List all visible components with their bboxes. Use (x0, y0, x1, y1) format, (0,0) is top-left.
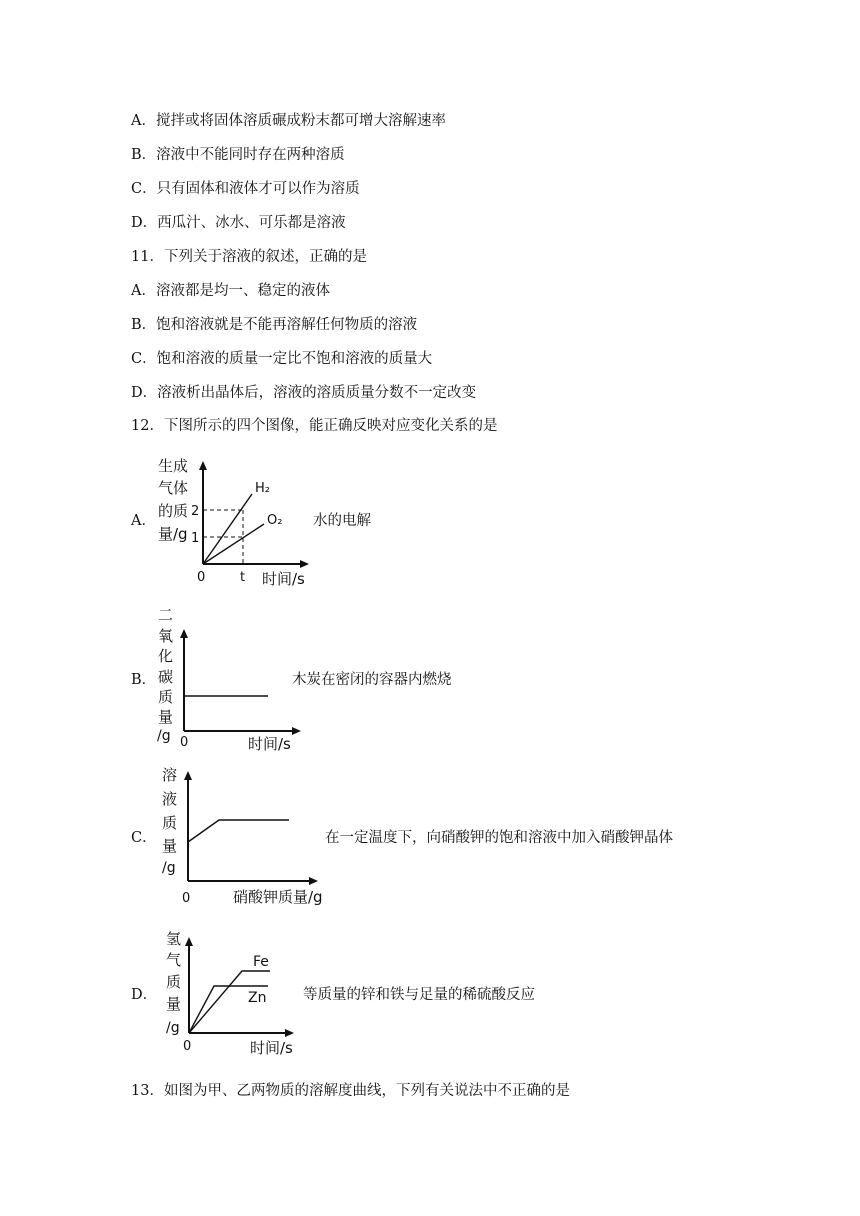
graph-d-ylabel-1: 氢 (166, 930, 182, 948)
graph-a-ylabel-2: 气体 (158, 479, 189, 497)
graph-a (154, 458, 314, 588)
graph-a-ylabel-4: 量/g (158, 525, 188, 543)
graph-a-o2-line (203, 524, 264, 564)
graph-d-x-arrow (285, 1029, 294, 1037)
graph-a-letter: A． (131, 513, 156, 529)
q10-option-c: C．只有固体和液体才可以作为溶质 (131, 181, 360, 197)
q12-stem: 12．下图所示的四个图像，能正确反映对应变化关系的是 (131, 418, 498, 434)
graph-d (162, 925, 322, 1060)
q13-stem: 13．如图为甲、乙两物质的溶解度曲线，下列有关说法中不正确的是 (131, 1083, 570, 1099)
q10-option-a: A．搅拌或将固体溶质碾成粉末都可增大溶解速率 (131, 113, 446, 129)
q11-option-c: C．饱和溶液的质量一定比不饱和溶液的质量大 (131, 351, 433, 367)
graph-b (154, 604, 314, 754)
graph-d-letter: D． (131, 987, 158, 1003)
q11-option-b: B．饱和溶液就是不能再溶解任何物质的溶液 (131, 317, 418, 333)
graph-b-xlabel: 时间/s (248, 735, 291, 753)
graph-c-ylabel-1: 溶 (162, 766, 178, 784)
graph-c-y-arrow (184, 771, 192, 780)
graph-d-origin: 0 (183, 1039, 192, 1054)
graph-c-ylabel-5: /g (162, 860, 176, 876)
q10-option-b: B．溶液中不能同时存在两种溶质 (131, 147, 345, 163)
graph-a-y-arrow (199, 461, 207, 470)
graph-a-h2-line (203, 494, 252, 564)
graph-b-ylabel-2: 氧 (158, 627, 174, 645)
graph-c (158, 762, 338, 912)
graph-a-ylabel-1: 生成 (158, 457, 189, 475)
graph-d-y-arrow (185, 937, 193, 946)
graph-b-ylabel-3: 化 (158, 647, 174, 665)
graph-b-ylabel-7: /g (157, 728, 171, 744)
graph-c-letter: C． (131, 830, 157, 846)
q11-option-d: D．溶液析出晶体后，溶液的溶质质量分数不一定改变 (131, 385, 477, 401)
graph-c-xlabel: 硝酸钾质量/g (233, 888, 323, 906)
graph-b-ylabel-4: 碳 (158, 668, 174, 686)
q10-option-d: D．西瓜汁、冰水、可乐都是溶液 (131, 215, 346, 231)
graph-d-ylabel-4: 量 (166, 995, 182, 1013)
graph-b-ylabel-1: 二 (158, 606, 174, 624)
graph-c-ylabel-2: 液 (162, 790, 178, 808)
graph-b-ylabel-5: 质 (158, 688, 174, 706)
graph-c-description: 在一定温度下，向硝酸钾的饱和溶液中加入硝酸钾晶体 (325, 830, 673, 846)
graph-b-y-arrow (180, 629, 188, 638)
graph-d-zn-label: Zn (248, 990, 267, 1006)
q11-option-a: A．溶液都是均一、稳定的液体 (131, 283, 330, 299)
graph-d-description: 等质量的锌和铁与足量的稀硫酸反应 (303, 987, 535, 1003)
graph-c-ylabel-4: 量 (162, 837, 178, 855)
graph-a-h2-label: H₂ (255, 481, 270, 496)
graph-c-x-arrow (309, 877, 318, 885)
graph-a-tick-t: t (240, 570, 246, 585)
graph-c-solution-line (188, 820, 289, 842)
graph-d-xlabel: 时间/s (250, 1039, 293, 1057)
graph-b-x-arrow (292, 727, 301, 735)
graph-a-o2-label: O₂ (267, 513, 283, 528)
graph-a-description: 水的电解 (313, 513, 371, 529)
graph-a-ylabel-3: 的质 (158, 502, 189, 520)
graph-b-origin: 0 (180, 735, 189, 750)
graph-d-ylabel-2: 气 (166, 951, 182, 969)
q11-stem: 11．下列关于溶液的叙述，正确的是 (131, 249, 367, 265)
graph-b-ylabel-6: 量 (158, 708, 174, 726)
graph-c-ylabel-3: 质 (162, 814, 178, 832)
graph-d-fe-label: Fe (253, 954, 269, 970)
graph-b-description: 木炭在密闭的容器内燃烧 (292, 672, 452, 688)
graph-a-x-arrow (300, 560, 309, 568)
graph-a-tick-2: 2 (191, 504, 200, 519)
graph-a-origin: 0 (197, 570, 206, 585)
graph-a-xlabel: 时间/s (262, 570, 305, 588)
graph-c-origin: 0 (182, 891, 191, 906)
graph-d-ylabel-3: 质 (166, 973, 182, 991)
graph-d-ylabel-5: /g (166, 1020, 180, 1036)
graph-a-tick-1: 1 (191, 531, 200, 546)
graph-b-letter: B． (131, 672, 157, 688)
